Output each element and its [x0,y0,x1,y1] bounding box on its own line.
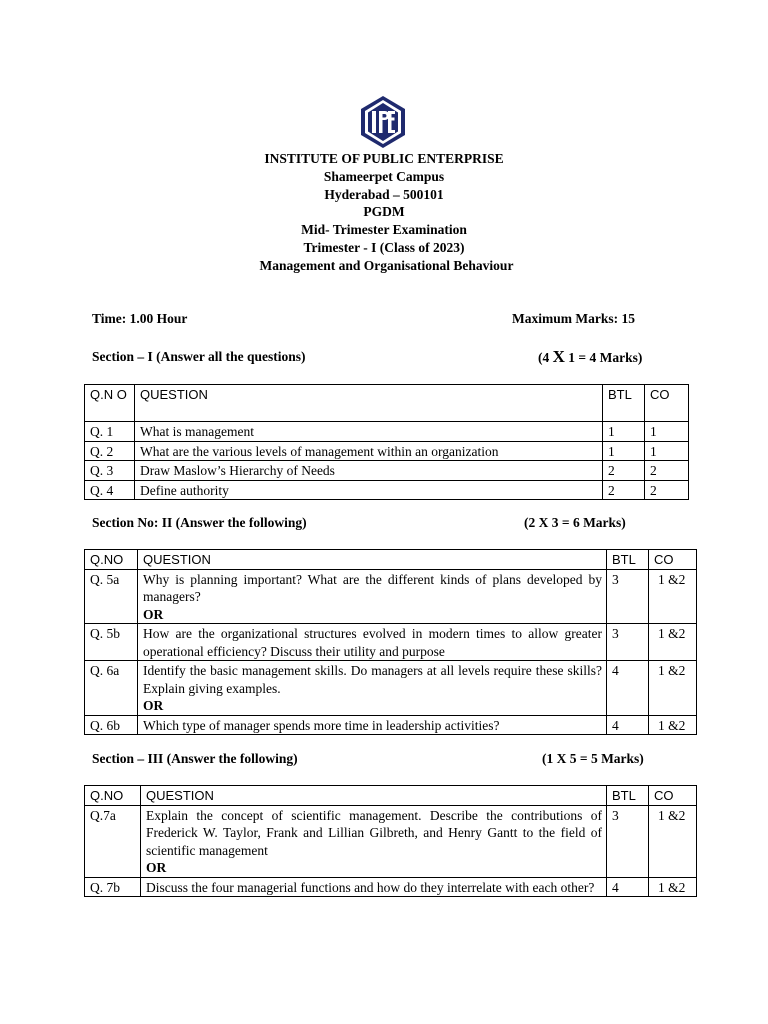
row-btl: 2 [603,480,645,500]
question-text: Identify the basic management skills. Do managers at all levels require these skills? Explain giving examples. [143,663,602,696]
row-question: Draw Maslow’s Hierarchy of Needs [135,461,603,481]
exam-name: Mid- Trimester Examination [301,222,467,238]
row-question [138,624,607,661]
question-text: Why is planning important? What are the different kinds of plans developed by managers? [143,571,602,604]
row-co: 1 &2 [649,877,697,897]
row-qno: Q. 6a [85,661,138,716]
header-qno: Q.N O [85,385,135,422]
section-2-title: Section No: II (Answer the following) [92,515,307,530]
row-co: 1 &2 [649,569,697,624]
table-row [85,422,689,442]
row-question [138,569,607,624]
question-text: Explain the concept of scientific management. Describe the contributions of Frederick W. Taylor, Frank and Lillian Gilbreth, and Henry Gantt to the field of scientific management [146,807,602,858]
or-label: OR [143,698,164,713]
row-qno: Q. 3 [85,461,135,481]
section-1-marks-x: X [552,347,565,366]
row-question: Define authority [135,480,603,500]
table-row [85,624,697,661]
table-header-row [85,550,697,570]
section-1-marks [538,347,642,367]
row-co: 2 [645,480,689,500]
row-qno: Q. 5a [85,569,138,624]
section-3-title: Section – III (Answer the following) [92,751,298,766]
header-btl: BTL [603,385,645,422]
header-btl: BTL [607,786,649,806]
row-question: What are the various levels of management within an organization [135,441,603,461]
row-btl: 3 [607,805,649,877]
or-label: OR [143,606,164,622]
header-question: QUESTION [135,385,603,422]
question-text: Discuss the four managerial functions and how do they interrelate with each other? [146,879,595,895]
row-question [138,715,607,735]
header-co: CO [649,786,697,806]
row-btl: 1 [603,422,645,442]
row-qno: Q. 2 [85,441,135,461]
row-co: 1 &2 [649,715,697,735]
row-question: What is management [135,422,603,442]
header-co: CO [645,385,689,422]
row-btl: 1 [603,441,645,461]
header-question: QUESTION [141,786,607,806]
header-qno: Q.NO [85,550,138,570]
table-row [85,569,697,624]
table-row [85,441,689,461]
section-2-marks: (2 X 3 = 6 Marks) [524,515,626,530]
institute-name: INSTITUTE OF PUBLIC ENTERPRISE [264,151,504,166]
exam-header [0,150,768,275]
section-1-marks-suffix: 1 = 4 Marks) [564,350,643,365]
header-co: CO [649,550,697,570]
table-row [85,715,697,735]
table-header-row [85,385,689,422]
row-question [138,661,607,716]
row-btl: 4 [607,661,649,716]
row-co: 1 &2 [649,805,697,877]
row-co: 1 [645,441,689,461]
table-row [85,461,689,481]
max-marks-label: Maximum Marks: 15 [512,311,635,326]
row-co: 1 &2 [649,661,697,716]
row-question [141,877,607,897]
row-btl: 3 [607,624,649,661]
section-2-table [84,549,697,735]
table-header-row [85,786,697,806]
header-question: QUESTION [138,550,607,570]
row-btl: 4 [607,715,649,735]
row-qno: Q.7a [85,805,141,877]
row-qno: Q. 5b [85,624,138,661]
city-line: Hyderabad – 500101 [324,186,444,202]
program-name: PGDM [363,204,405,220]
section-1-table [84,384,689,500]
table-row [85,661,697,716]
row-co: 1 [645,422,689,442]
trimester-line: Trimester - I (Class of 2023) [303,239,465,255]
row-btl: 4 [607,877,649,897]
row-co: 1 &2 [649,624,697,661]
row-question [141,805,607,877]
row-co: 2 [645,461,689,481]
table-row [85,877,697,897]
row-qno: Q. 1 [85,422,135,442]
row-qno: Q. 6b [85,715,138,735]
row-btl: 2 [603,461,645,481]
row-btl: 3 [607,569,649,624]
question-text: How are the organizational structures evolved in modern times to allow greater operational efficiency? Discuss their utility and purpose [143,626,602,659]
header-btl: BTL [607,550,649,570]
time-label: Time: 1.00 Hour [92,311,188,326]
ipe-logo [360,95,406,149]
table-row [85,805,697,877]
campus-name: Shameerpet Campus [323,168,445,184]
row-qno: Q. 7b [85,877,141,897]
row-qno: Q. 4 [85,480,135,500]
header-qno: Q.NO [85,786,141,806]
section-1-title: Section – I (Answer all the questions) [92,349,306,364]
question-text: Which type of manager spends more time in leadership activities? [143,717,500,733]
table-row [85,480,689,500]
section-3-table [84,785,697,897]
or-label: OR [146,860,167,875]
section-1-marks-prefix: (4 [538,350,553,365]
section-3-marks: (1 X 5 = 5 Marks) [542,751,644,766]
subject-name: Management and Organisational Behaviour [259,257,514,273]
